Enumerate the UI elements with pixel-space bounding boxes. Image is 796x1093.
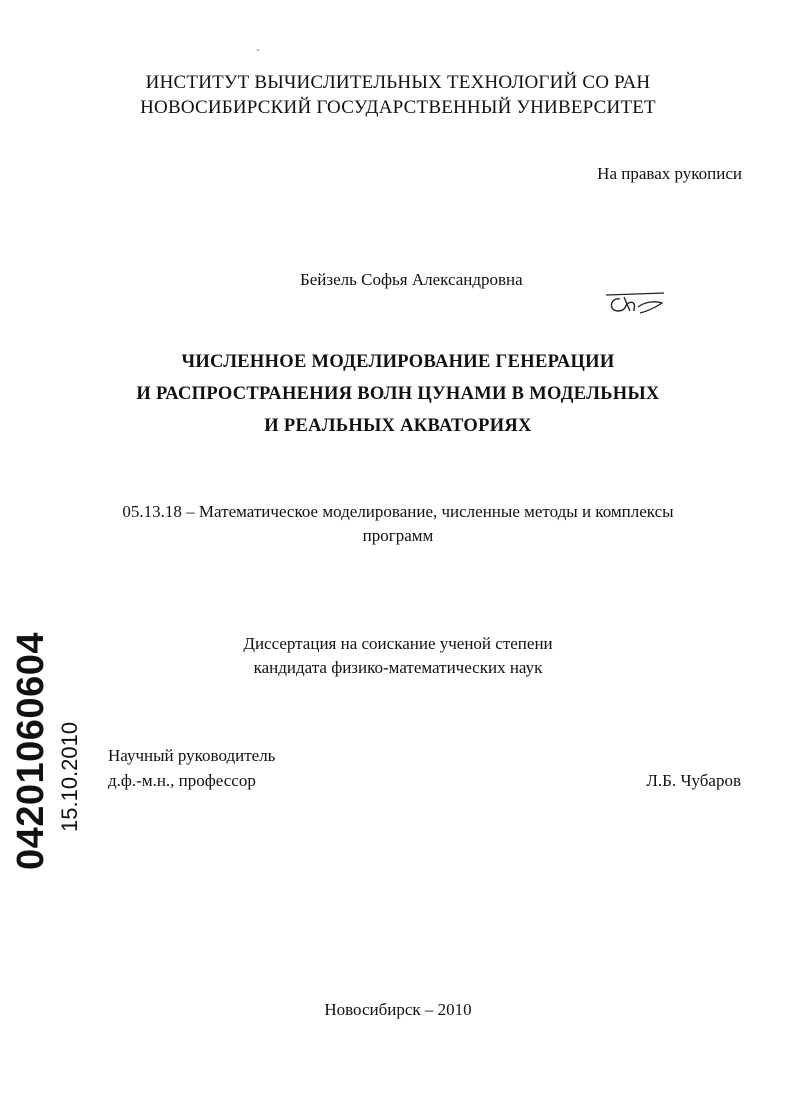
library-stamp-code: 04201060604 bbox=[10, 632, 52, 870]
library-stamp-date: 15.10.2010 bbox=[57, 721, 82, 832]
title-line-2: И РАСПРОСТРАНЕНИЯ ВОЛН ЦУНАМИ В МОДЕЛЬНЫХ bbox=[136, 384, 660, 404]
institute-line-2: НОВОСИБИРСКИЙ ГОСУДАРСТВЕННЫЙ УНИВЕРСИТЕТ bbox=[140, 97, 656, 118]
institute-line-1: ИНСТИТУТ ВЫЧИСЛИТЕЛЬНЫХ ТЕХНОЛОГИЙ СО РАН bbox=[145, 72, 651, 93]
supervisor-name: Л.Б. Чубаров bbox=[646, 771, 741, 790]
specialty-line-2: программ bbox=[362, 526, 434, 545]
signature-icon bbox=[604, 289, 666, 319]
degree-line-1: Диссертация на соискание ученой степени bbox=[243, 634, 553, 653]
title-line-3: И РЕАЛЬНЫХ АКВАТОРИЯХ bbox=[264, 416, 532, 436]
supervisor-rank: д.ф.-м.н., профессор bbox=[108, 771, 256, 790]
rights-note: На правах рукописи bbox=[597, 164, 742, 183]
supervisor-label: Научный руководитель bbox=[108, 746, 276, 765]
scan-speck bbox=[257, 49, 259, 51]
title-line-1: ЧИСЛЕННОЕ МОДЕЛИРОВАНИЕ ГЕНЕРАЦИИ bbox=[181, 352, 615, 372]
specialty-line-1: 05.13.18 – Математическое моделирование, численные методы и комплексы bbox=[122, 502, 674, 521]
degree-line-2: кандидата физико-математических наук bbox=[253, 658, 543, 677]
author-name: Бейзель Софья Александровна bbox=[300, 270, 523, 289]
city-year: Новосибирск – 2010 bbox=[324, 1000, 472, 1019]
